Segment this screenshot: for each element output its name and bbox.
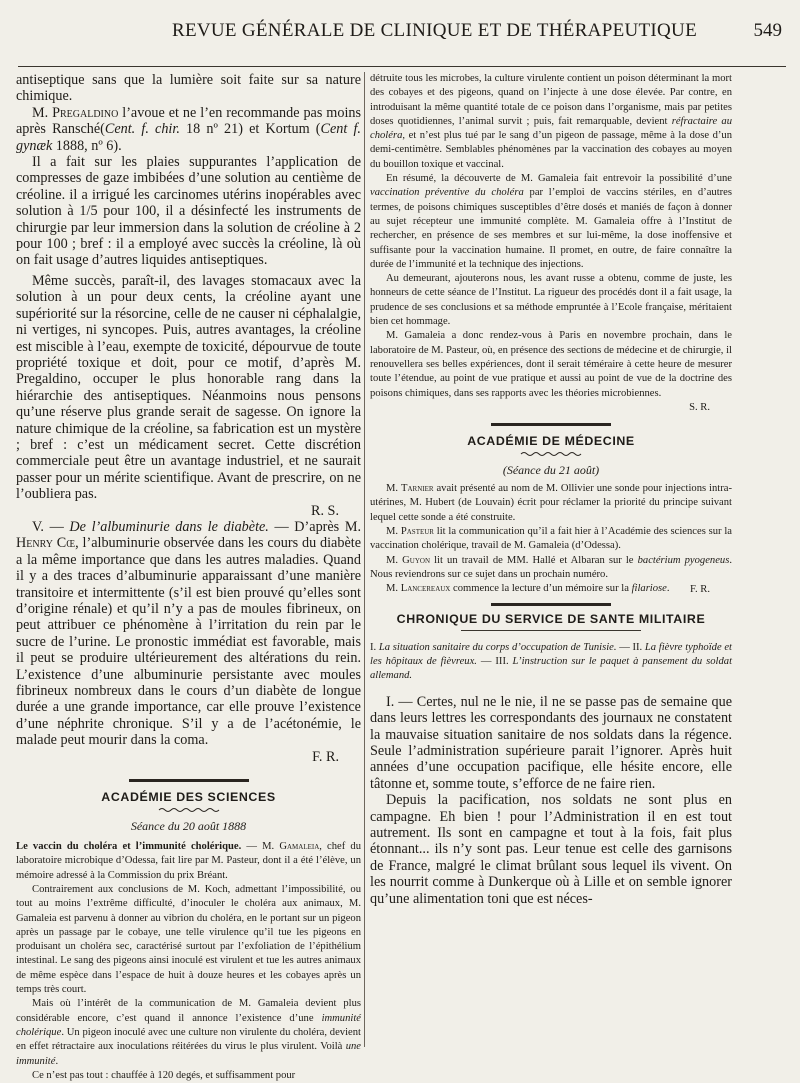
author-name: Guyon — [402, 554, 431, 566]
text: M. — [32, 104, 53, 121]
spacer — [370, 684, 732, 694]
paragraph — [370, 172, 732, 272]
emphasis: une immunité — [16, 1041, 361, 1067]
text: M. — [386, 554, 403, 566]
text: — II. — [616, 641, 645, 653]
paragraph: antiseptique sans que la lumière soit faite sur sa nature chimique. — [16, 72, 361, 105]
text: — D’après M. — [268, 518, 361, 535]
paragraph: M. Gamaleia a donc rendez-vous à Paris en novembre prochain, dans le laboratoire de M. Pasteur, où, en présence des sections de médecine et de chirurgie, il renouvellera ses belles expériences, dont il serait téméraire à cette heure de mesurer toute l’étendue, au point de vue pratique et aussi au point de vue de la doctrine des poisons chimiques, dans ses rapports avec les théories microbiennes. — [370, 330, 732, 399]
text: , chef du laboratoire microbique d’Odessa, fait lire par M. Pasteur, dont il a été l’élève, un mémoire adressé à la Commission du prix Bréant. — [16, 841, 361, 881]
paragraph: Ce n’est pas tout : chauffée à 120 degés, et suffisamment pour — [32, 1069, 296, 1081]
column-divider — [364, 72, 365, 1047]
table-of-contents — [370, 641, 732, 684]
text: lit la communication qu’il a fait hier à l’Académie des sciences sur la vaccination cholérique, travail de M. Gamaleia (d’Odessa). — [370, 526, 732, 552]
text: M. — [386, 483, 401, 495]
paragraph: I. — Certes, nul ne le nie, il ne se passe pas de semaine que dans leurs lettres les correspondants des journaux ne constatent la mauvaise situation sanitaire de nos soldats dans la régence. Seule l’administration supérieure parait l’ignorer. Après huit années d’une occupation pacifique, elle hésite encore, elle tâtonne et, somme toute, s’efforce de ne faire rien. — [370, 693, 732, 792]
author-name: Henry Cœ — [16, 535, 76, 552]
spacer — [370, 415, 732, 423]
toc-item: La fièvre typhoïde et les hôpitaux de fièvreux. — [370, 641, 733, 668]
text: I. — [370, 641, 379, 653]
paragraph — [16, 519, 361, 749]
article-title: Le vaccin du choléra et l’immunité cholérique. — [16, 841, 242, 853]
text: , et n’est plus tué par le sang d’un pigeon de passage, même à la dose d’un demi-centimètre. Semblables phénomènes par la vaccination des cobayes au moyen du bouillon toxique et vaccinal. — [370, 130, 732, 170]
emphasis: immunité cholérique — [16, 1012, 361, 1038]
text: par l’emploi de vaccins stériles, en d’autres termes, de poisons chimiques susceptibles d’être dosés et maniés de façon à donner au sujet récepteur une immunité complète. M. Gamaleia offre à l’Institut de rechercher, en présence de ses membres et sur lui-même, la dose inoffensive et suffisante pour la vaccination humaine. Il promet, en outre, de faire connaître la durée de l’immunité et la technique des injections. — [370, 187, 733, 270]
running-title: REVUE GÉNÉRALE DE CLINIQUE ET DE THÉRAPEUTIQUE — [172, 20, 697, 41]
signature: F. R. — [312, 748, 339, 765]
text: Mais où l’intérêt de la communication de M. Gamaleia devient plus considérable encore, c’est quand il annonce l’existence d’une — [16, 998, 361, 1024]
paragraph: Depuis la pacification, nos soldats ne sont plus en campagne. Eh bien ! pour l’Administration il en est tout autrement. Ils sont en campagne et tout à la fois, fait plus étonnant... ils n’y sont pas. Leur tenue est celle des garnisons de France, malgré le climat brûlant sous lequel ils vivent. On les nourrit comme à Dunkerque où à Lille et on semble ignorer qu’une alimentation toni que est néces- — [370, 792, 732, 907]
spacer — [16, 782, 361, 790]
paragraph — [16, 840, 361, 883]
paragraph — [370, 482, 732, 525]
paragraph — [370, 72, 732, 172]
text: 18 nº 21) et Kortum ( — [179, 121, 321, 138]
article-title: De l’albuminurie dans le diabète. — [69, 518, 269, 535]
text: commence la lecture d’un mémoire sur la — [450, 583, 632, 595]
emphasis: réfractaire au choléra — [370, 115, 733, 142]
text: 1888, nº 6). — [52, 137, 122, 154]
paragraph: Contrairement aux conclusions de M. Koch, admettant l’impossibilité, ou tout au moins l’extrême difficulté, d’inoculer le choléra aux animaux, M. Gamaleia est parvenu à donner au vibrion du choléra, en le portant sur un pigeon après un passage par le cobaye, une telle virulence qu’il tue les pigeons en produisant un choléra sec, caractérisé surtout par l’exfoliation de l’épithélium intestinal. Le sang des pigeons ainsi inoculé est virulent et tue les autres animaux de même espèce dans l’espace de huit à douze heures et les cobayes après un temps très court. — [16, 883, 361, 996]
author-name: Pasteur — [400, 526, 434, 538]
section-heading: ACADÉMIE DE MÉDECINE — [467, 434, 635, 449]
page-number: 549 — [753, 20, 782, 41]
text: lit un travail de MM. Hallé et Albaran sur le — [430, 554, 638, 566]
author-name: Tarnier — [401, 483, 434, 495]
spacer — [16, 765, 361, 779]
citation: Cent f. gynæk — [16, 121, 361, 154]
emphasis: bactérium pyogeneus — [637, 554, 730, 566]
text: détruite tous les microbes, la culture virulente contient un poison déterminant la mort des cobayes et des pigeons, quand on l’injecte à une dose élevée. Par contre, en introduisant la même quantité totale de ce poison dans l’organisme, mais par petites doses quotidiennes, l’animal survit ; puis, fait remarquable, devient — [370, 73, 732, 127]
spacer — [370, 426, 732, 434]
section-heading: CHRONIQUE DU SERVICE DE SANTE MILITAIRE — [396, 611, 706, 626]
text: . — [55, 1055, 59, 1067]
toc-item: L’instruction sur le paquet à pansement du soldat allemand. — [370, 656, 733, 682]
text: — III. — [476, 656, 513, 668]
text: . Un pigeon inoculé avec une culture non virulente du choléra, devient en effet rétractaire aux inoculations réitérées du virus le plus virulent. Voilà — [16, 1026, 361, 1053]
right-column — [370, 72, 732, 1044]
left-column — [16, 72, 361, 1081]
signature: R. S. — [311, 502, 339, 519]
text: M. — [386, 583, 401, 595]
emphasis: vaccination préventive du choléra — [370, 187, 524, 199]
paragraph — [16, 997, 361, 1068]
paragraph — [370, 525, 732, 554]
header-rule — [18, 66, 786, 67]
text: l’avoue et ne l’en recommande pas moins après Ransché( — [16, 104, 361, 138]
citation: Cent. f. chir. — [104, 121, 180, 138]
text: . — [666, 583, 670, 595]
paragraph: Il a fait sur les plaies suppurantes l’application de compresses de gaze imbibées d’une solution au centième de créoline. il a irrigué les carcinomes utérins inopérables avec solution à 1/5 pour 100, il a désinfecté les instruments de chirurgie par leur immersion dans la solution de créoline à 2 pour 100 ; bref : il a employé avec succès la créoline, là où on fait usage d’autres liquides antiseptiques. — [16, 154, 361, 269]
author-name: Pregaldino — [52, 104, 119, 121]
emphasis: filariose — [631, 583, 667, 595]
text: , l’albuminurie observée dans les cours du diabète a la même importance que dans les autres maladies. Quand il y a des traces d’albuminurie apparaissant d’une manière transitoire et intermittente (s’il est bien prouvé qu’elles sont d’origine rénale) et qu’il n’y a pas de moules fibrineux, on peut attribuer ce phénomène à l’irritation du rein par le sucre de l’urine. Le pronostic immédiat est favorable, mais il peut se produire ultérieurement des altérations du rein. L’existence d’une albuminurie persistante avec moules fibrineux nombreux dans le cours d’un diabète de longue durée a une grande importance, car elle prouve l’existence d’une néphrite chronique. S’il y a de l’acétonémie, le malade peut mourir dans la coma. — [16, 535, 361, 749]
author-name: Lancereaux — [400, 583, 451, 595]
text: avait présenté au nom de M. Ollivier une sonde pour injections intra-utérines, M. Hubert (de Louvain) écrit pour réclamer la priorité du principe suivant lequel cette sonde a été construite. — [370, 483, 732, 523]
signature: F. R. — [689, 583, 710, 595]
section-heading: ACADÉMIE DES SCIENCES — [101, 790, 276, 805]
text: En résumé, la découverte de M. Gamaleia fait entrevoir la possibilité d’une — [386, 173, 732, 185]
meeting-date: (Séance du 21 août) — [502, 463, 600, 478]
text: — M. — [241, 841, 280, 853]
author-name: Gamaleia — [279, 841, 320, 853]
paragraph: Même succès, paraît-il, des lavages stomacaux avec la solution à un pour deux cents, la créoline ayant une supériorité sur la résorcine, celle de ne causer ni céphalalgie, ni vertiges, ni syncopes. Puis, autres avantages, la créoline est miscible à l’eau, exempte de toxicité, dépourvue de toute propriété toxique et doit, pour ce motif, d’après M. Pregaldino, occuper le plus honorable rang dans la hiérarchie des antiseptiques. Néanmoins nous pensons qu’une réserve plus grande serait de sagesse. On ignore la nature chimique de la créoline, sa fabrication est un mystère ; bref : c’est un médicament secret. Cette discrétion commerciale peut être un avantage industriel, et ne saurait passer pour un mérite scientifique. Avant de prescrire, on ne l’oubliera pas. — [16, 272, 361, 503]
toc-item: La situation sanitaire du corps d’occupation de Tunisie. — [378, 641, 617, 653]
paragraph — [370, 554, 732, 583]
meeting-date: Séance du 20 août 1888 — [130, 819, 247, 834]
spacer — [370, 631, 732, 641]
paragraph: Au demeurant, ajouterons nous, les avant russe a obtenu, comme de juste, les honneurs de cette séance de l’Institut. La rigueur des procédés dont il a fait usage, la prudence de ses conclusions et sa méthode empruntée à l’Ecole française, méritaient bien cet hommage. — [370, 273, 732, 328]
signature: S. R. — [689, 401, 710, 413]
running-head — [0, 16, 800, 46]
paragraph — [16, 105, 361, 154]
text: M. — [386, 526, 401, 538]
text: . Nous reviendrons sur ce sujet dans un prochain numéro. — [370, 554, 732, 580]
text: V. — — [32, 518, 70, 535]
